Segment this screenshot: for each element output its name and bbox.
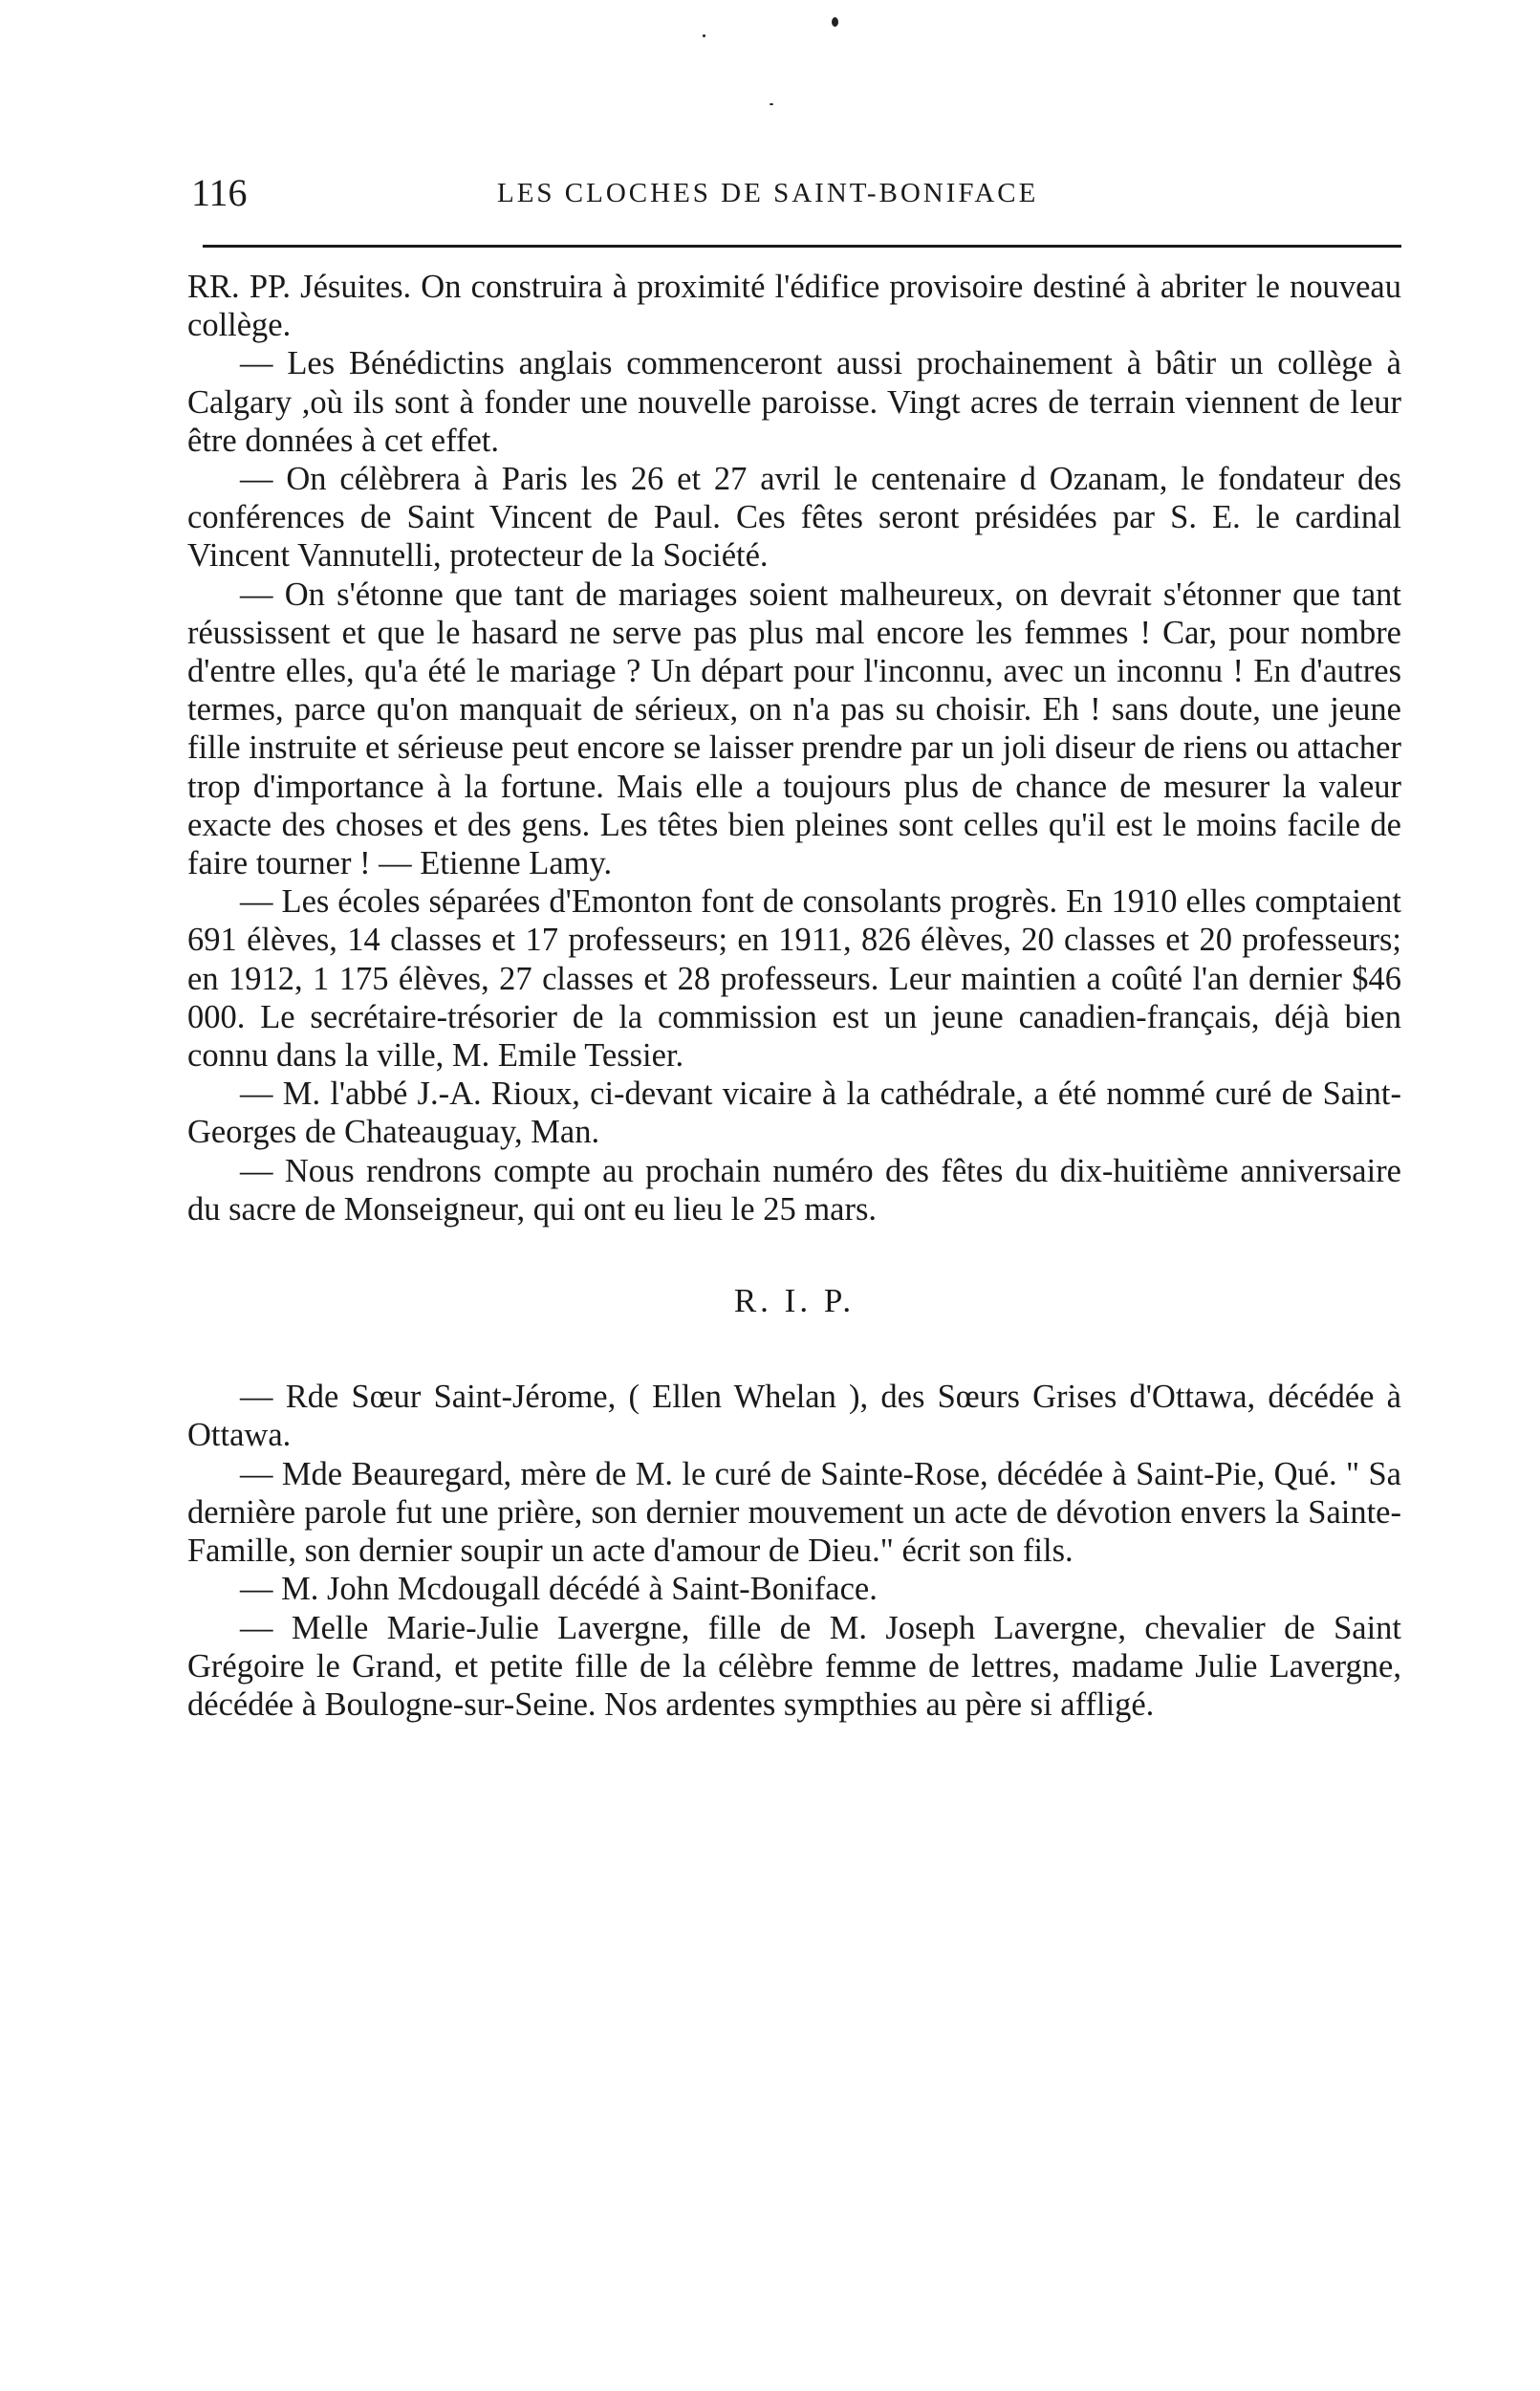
obituary-paragraph: — M. John Mcdougall décédé à Saint-Boniface. [240, 1571, 878, 1608]
ink-speck [703, 34, 705, 37]
paragraph: — M. l'abbé J.-A. Rioux, ci-devant vicaire à la cathédrale, a été nommé curé de Saint-Georges de Chateauguay, Man. [187, 1076, 1401, 1151]
ink-speck [770, 103, 773, 105]
body-text [187, 268, 1401, 1724]
obituary-paragraph: — Mde Beauregard, mère de M. le curé de Sainte-Rose, décédée à Saint-Pie, Qué. " Sa dernière parole fut une prière, son dernier mouvement un acte de dévotion envers la Sainte-Famille, son dernier soupir un acte d'amour de Dieu." écrit son fils. [187, 1455, 1401, 1570]
page-number: 116 [191, 171, 248, 214]
section-heading: R. I. P. [733, 1282, 856, 1320]
paragraph: — On célèbrera à Paris les 26 et 27 avril le centenaire d Ozanam, le fondateur des conférences de Saint Vincent de Paul. Ces fêtes seront présidées par S. E. le cardinal Vincent Vannutelli, protecteur de la Société. [187, 461, 1401, 575]
paragraph: RR. PP. Jésuites. On construira à proximité l'édifice provisoire destiné à abriter le nouveau collège. [187, 269, 1401, 344]
paragraph: — Les Bénédictins anglais commenceront aussi prochainement à bâtir un collège à Calgary ,où ils sont à fonder une nouvelle paroisse. Vingt acres de terrain viennent de leur être données à cet effet. [187, 345, 1401, 459]
running-title: LES CLOCHES DE SAINT-BONIFACE [497, 178, 1039, 208]
header-rule [203, 245, 1401, 248]
paragraph: — Nous rendrons compte au prochain numéro des fêtes du dix-huitième anniversaire du sacre de Monseigneur, qui ont eu lieu le 25 mars. [187, 1152, 1401, 1228]
ink-speck [832, 17, 838, 27]
obituary-paragraph: — Rde Sœur Saint-Jérome, ( Ellen Whelan ), des Sœurs Grises d'Ottawa, décédée à Ottawa. [187, 1379, 1401, 1454]
paragraph: — Les écoles séparées d'Emonton font de consolants progrès. En 1910 elles comptaient 691 élèves, 14 classes et 17 professeurs; en 1911, 826 élèves, 20 classes et 20 professeurs; en 1912, 1 175 élèves, 27 classes et 28 professeurs. Leur maintien a coûté l'an dernier $46 000. Le secrétaire-trésorier de la commission est un jeune canadien-français, déjà bien connu dans la ville, M. Emile Tessier. [187, 883, 1401, 1075]
paragraph: — On s'étonne que tant de mariages soient malheureux, on devrait s'étonner que tant réussissent et que le hasard ne serve pas plus mal encore les femmes ! Car, pour nombre d'entre elles, qu'a été le mariage ? Un départ pour l'inconnu, avec un inconnu ! En d'autres termes, parce qu'on manquait de sérieux, on n'a pas su choisir. Eh ! sans doute, une jeune fille instruite et sérieuse peut encore se laisser prendre par un joli diseur de riens ou attacher trop d'importance à la fortune. Mais elle a toujours plus de chance de mesurer la valeur exacte des choses et des gens. Les têtes bien pleines sont celles qu'il est le moins facile de faire tourner ! — Etienne Lamy. [187, 576, 1401, 882]
obituary-paragraph: — Melle Marie-Julie Lavergne, fille de M. Joseph Lavergne, chevalier de Saint Grégoire le Grand, et petite fille de la célèbre femme de lettres, madame Julie Lavergne, décédée à Boulogne-sur-Seine. Nos ardentes sympthies au père si affligé. [187, 1609, 1401, 1723]
page-header [191, 170, 1400, 228]
